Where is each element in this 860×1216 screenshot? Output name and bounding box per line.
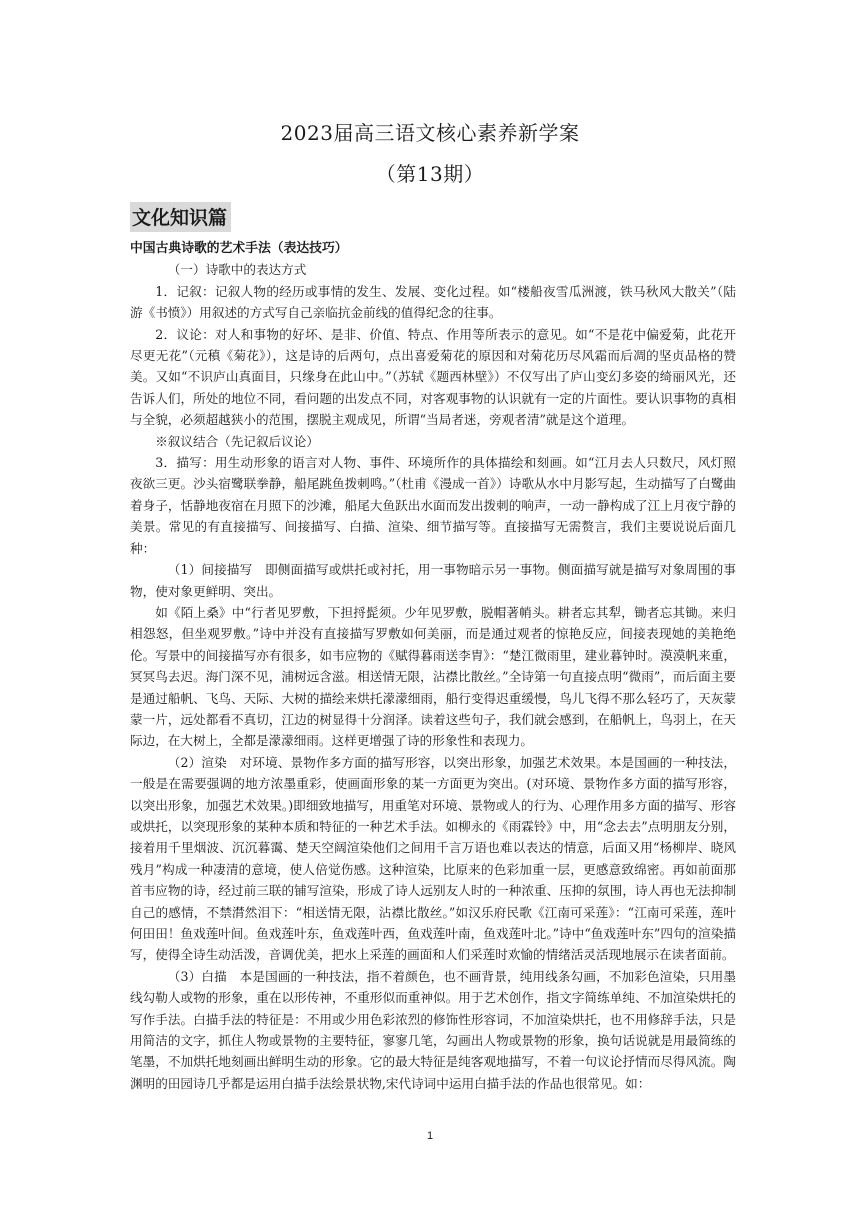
paragraph-expression-modes: （一）诗歌中的表达方式 bbox=[167, 262, 307, 278]
issue-number: （第13期） bbox=[375, 162, 485, 186]
document-body bbox=[130, 238, 736, 1094]
page-number: 1 bbox=[426, 1130, 434, 1142]
document-title: 2023届高三语文核心素养新学案 bbox=[280, 121, 580, 145]
paragraph-line-drawing: （3）白描 本是国画的一种技法，指不着颜色，也不画背景，纯用线条勾画，不加彩色渲染，只用墨线勾勒人或物的形象，重在以形传神，不重形似而重神似。用于艺术创作，指文字简练单纯、不加渲染烘托的写作手法。白描手法的特征是：不用或少用色彩浓烈的修饰性形容词，不加渲染烘托，也不用修辞手法，只是用简洁的文字，抓住人物或景物的主要特征，寥寥几笔，勾画出人物或景物的形象，换句话说就是用最简练的笔墨，不加烘托地刻画出鲜明生动的形象。它的最大特征是纯客观地描写，不着一句议论抒情而尽得风流。陶渊明的田园诗几乎都是运用白描手法绘景状物,宋代诗词中运用白描手法的作品也很常见。如： bbox=[130, 968, 736, 1091]
paragraph-rendering: （2）渲染 对环境、景物作多方面的描写形容，以突出形象，加强艺术效果。本是国画的一种技法，一般是在需要强调的地方浓墨重彩，使画面形象的某一方面更为突出。(对环境、景物作多方面的描写形容，以突出形象，加强艺术效果。)即细致地描写，用重笔对环境、景物或人的行为、心理作用多方面的描写、形容或烘托，以突现形象的某种本质和特征的一种艺术手法。如柳永的《雨霖铃》中，用“念去去”点明朋友分别，接着用千里烟波、沉沉暮霭、楚天空阔渲染他们之间用千言万语也难以表达的情意，后面又用“杨柳岸、晓风残月”构成一种凄清的意境，使人倍觉伤感。这种渲染，比原来的色彩加重一层，更感意致绵密。再如前面那首韦应物的诗，经过前三联的铺写渲染，形成了诗人远别友人时的一种浓重、压抑的氛围，诗人再也无法抑制自己的感情，不禁潸然泪下：“相送情无限，沾襟比散丝。”如汉乐府民歌《江南可采莲》：“江南可采莲，莲叶何田田！鱼戏莲叶间。鱼戏莲叶东，鱼戏莲叶西，鱼戏莲叶南，鱼戏莲叶北。”诗中“鱼戏莲叶东”四句的渲染描写，使得全诗生动活泼，音调优美，把水上采莲的画面和人们采莲时欢愉的情绪活灵活现地展示在读者面前。 bbox=[130, 754, 736, 963]
section-heading: 文化知识篇 bbox=[130, 202, 231, 232]
paragraph-argument: 2．议论：对人和事物的好坏、是非、价值、特点、作用等所表示的意见。如“不是花中偏爱菊，此花开尽更无花”（元稹《菊花》），这是诗的后两句，点出喜爱菊花的原因和对菊花历尽风霜而后凋的坚贞品格的赞美。又如“不识庐山真面目，只缘身在此山中。”（苏轼《题西林壁》）不仅写出了庐山变幻多姿的绮丽风光，还告诉人们，所处的地位不同，看问题的出发点不同，对客观事物的认识就有一定的片面性。要认识事物的真相与全貌，必须超越狭小的范围，摆脱主观成见，所谓“当局者迷，旁观者清”就是这个道理。 bbox=[130, 326, 736, 428]
paragraph-description: 3．描写：用生动形象的语言对人物、事件、环境所作的具体描绘和刻画。如“江月去人只数尺，风灯照夜欲三更。沙头宿鹭联拳静，船尾跳鱼拨刺鸣。”（杜甫《漫成一首》）诗歌从水中月影写起，生动描写了白鹭曲着身子，恬静地夜宿在月照下的沙滩，船尾大鱼跃出水面而发出拨刺的响声，一动一静构成了江上月夜宁静的美景。常见的有直接描写、间接描写、白描、渲染、细节描写等。直接描写无需赘言，我们主要说说后面几种： bbox=[130, 455, 736, 556]
paragraph-indirect-examples: 如《陌上桑》中“行者见罗敷，下担捋髭须。少年见罗敷，脱帽著帩头。耕者忘其犁，锄者忘其锄。来归相怨怒，但坐观罗敷。”诗中并没有直接描写罗敷如何美丽，而是通过观者的惊艳反应，间接表现她的美艳绝伦。写景中的间接描写亦有很多，如韦应物的《赋得暮雨送李胄》：“楚江微雨里，建业暮钟时。漠漠帆来重，冥冥鸟去迟。海门深不见，浦树远含滋。相送情无限，沾襟比散丝。”全诗第一句直接点明“微雨”，而后面主要是通过船帆、飞鸟、天际、大树的描绘来烘托濛濛细雨，船行变得迟重缓慢，鸟儿飞得不那么轻巧了，天灰蒙蒙一片，远处都看不真切，江边的树显得十分润泽。读着这些句子，我们就会感到，在船帆上，鸟羽上，在天际边，在大树上，全都是濛濛细雨。这样更增强了诗的形象性和表现力。 bbox=[130, 604, 736, 749]
paragraph-indirect-description: （1）间接描写 即侧面描写或烘托或衬托，用一事物暗示另一事物。侧面描写就是描写对象周围的事物，使对象更鲜明、突出。 bbox=[130, 562, 736, 599]
paragraph-narration-argument-note: ※叙议结合（先记叙后议论） bbox=[155, 433, 319, 449]
sub-heading: 中国古典诗歌的艺术手法（表达技巧） bbox=[130, 241, 348, 256]
paragraph-narration: 1．记叙：记叙人物的经历或事情的发生、发展、变化过程。如“楼船夜雪瓜洲渡，铁马秋风大散关”（陆游《书愤》）用叙述的方式写自己亲临抗金前线的值得纪念的往事。 bbox=[130, 283, 736, 321]
